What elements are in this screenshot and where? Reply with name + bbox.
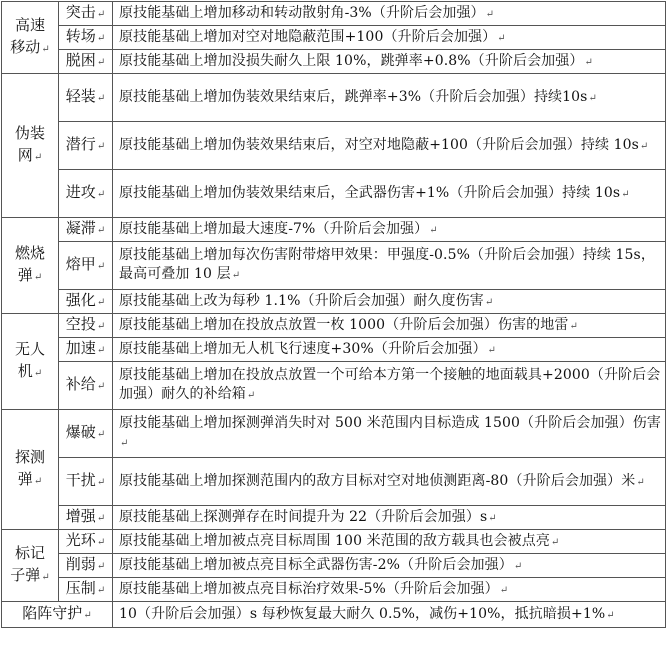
category-label: 网↵ [17, 146, 43, 164]
paragraph-mark: ↵ [499, 584, 509, 596]
paragraph-mark: ↵ [96, 33, 106, 44]
table-row [2, 290, 666, 314]
paragraph-mark: ↵ [96, 585, 106, 596]
paragraph-mark: ↵ [246, 390, 256, 401]
paragraph-mark: ↵ [96, 261, 106, 272]
skill-name: 削弱 [65, 555, 96, 573]
category-cell [2, 530, 59, 602]
table-row [2, 218, 666, 242]
skill-description-cell [113, 74, 666, 122]
table-row [2, 458, 666, 506]
skill-name: 爆破 [65, 423, 96, 441]
skill-description: 原技能基础上改为每秒 1.1%（升阶后会加强）耐久度伤害 [119, 292, 484, 309]
skill-name: 凝滞 [65, 219, 96, 237]
skill-name: 熔甲 [65, 255, 96, 273]
paragraph-mark: ↵ [636, 476, 645, 488]
paragraph-mark: ↵ [96, 513, 106, 524]
paragraph-mark: ↵ [96, 9, 106, 20]
skill-description: 原技能基础上增加无人机飞行速度+30%（升阶后会加强） [119, 340, 487, 357]
paragraph-mark: ↵ [588, 92, 597, 104]
paragraph-mark: ↵ [96, 381, 106, 392]
last-row-description: 10（升阶后会加强）s 每秒恢复最大耐久 0.5%，减伤+10%，抵抗暗损+1% [119, 605, 606, 622]
paragraph-mark: ↵ [41, 572, 50, 583]
skill-name-cell [59, 50, 113, 74]
paragraph-mark: ↵ [96, 189, 106, 200]
skill-description: 原技能基础上增加探测弹消失时对 500 米范围内目标造成 1500（升阶后会加强）伤害 [119, 415, 661, 431]
category-label: 高速 [14, 16, 45, 34]
table-row [2, 26, 666, 50]
skill-description: 原技能基础上增加被点亮目标治疗效果-5%（升阶后会加强） [119, 580, 499, 597]
table-row [2, 530, 666, 554]
table-row [2, 122, 666, 170]
paragraph-mark: ↵ [33, 368, 43, 379]
paragraph-mark: ↵ [83, 610, 92, 621]
paragraph-mark: ↵ [639, 140, 649, 152]
skill-name: 脱困 [65, 51, 96, 69]
skill-name-cell [59, 458, 113, 506]
skill-name-cell [59, 74, 113, 122]
paragraph-mark: ↵ [497, 32, 506, 44]
skill-description-cell [113, 554, 666, 578]
category-label: 子弹↵ [10, 566, 50, 584]
table-row [2, 362, 666, 410]
skill-description-cell [113, 290, 666, 314]
paragraph-mark: ↵ [96, 429, 106, 440]
skill-description: 原技能基础上增加伪装效果结束后，全武器伤害+1%（升阶后会加强）持续 10s [119, 184, 621, 201]
category-label: 标记 [14, 544, 45, 562]
paragraph-mark: ↵ [606, 609, 615, 621]
skill-description-cell [113, 410, 666, 458]
skill-name-cell [59, 314, 113, 338]
skill-description-cell [113, 122, 666, 170]
skill-name-cell [59, 362, 113, 410]
skill-table [1, 1, 666, 628]
paragraph-mark: ↵ [488, 512, 497, 524]
skill-description-cell [113, 26, 666, 50]
skill-name-cell [59, 290, 113, 314]
paragraph-mark: ↵ [485, 8, 495, 20]
skill-description-cell [113, 362, 666, 410]
skill-description: 原技能基础上增加在投放点放置一枚 1000（升阶后会加强）伤害的地雷 [119, 316, 569, 333]
paragraph-mark: ↵ [33, 272, 43, 283]
paragraph-mark: ↵ [96, 345, 106, 356]
skill-description-cell [113, 458, 666, 506]
table-row [2, 314, 666, 338]
paragraph-mark: ↵ [584, 56, 593, 68]
skill-name-cell [59, 410, 113, 458]
skill-name: 空投 [65, 315, 96, 333]
skill-name: 进攻 [65, 183, 96, 201]
paragraph-mark: ↵ [429, 224, 438, 236]
skill-name-cell [59, 530, 113, 554]
skill-name: 干扰 [65, 471, 96, 489]
paragraph-mark: ↵ [621, 188, 630, 200]
skill-description: 原技能基础上增加最大速度-7%（升阶后会加强） [119, 220, 429, 237]
skill-name: 补给 [65, 375, 96, 393]
paragraph-mark: ↵ [569, 320, 578, 332]
skill-name: 加速 [65, 339, 96, 357]
table-row [2, 2, 666, 26]
skill-description-cell [113, 338, 666, 362]
paragraph-mark: ↵ [96, 57, 106, 68]
skill-description-cell [113, 578, 666, 602]
skill-name-cell [59, 242, 113, 290]
category-label: 无人 [14, 340, 45, 358]
table-row [2, 170, 666, 218]
skill-description: 原技能基础上探测弹存在时间提升为 22（升阶后会加强）s [119, 508, 488, 525]
skill-description: 原技能基础上增加没损失耐久上限 10%，跳弹率+0.8%（升阶后会加强） [119, 52, 584, 69]
category-label: 移动↵ [10, 38, 50, 56]
skill-name: 光环 [65, 531, 96, 549]
skill-name: 增强 [65, 507, 96, 525]
table-row [2, 338, 666, 362]
skill-name-cell [59, 218, 113, 242]
skill-description-cell [113, 506, 666, 530]
skill-name: 强化 [65, 291, 96, 309]
paragraph-mark: ↵ [33, 152, 43, 163]
skill-name-cell [59, 122, 113, 170]
skill-description: 原技能基础上增加每次伤害附带熔甲效果：甲强度-0.5%（升阶后会加强）持续 15s，最高可叠加 10 层 [119, 247, 655, 282]
category-cell [2, 74, 59, 218]
skill-description-cell [113, 314, 666, 338]
skill-name-cell [59, 578, 113, 602]
skill-description: 原技能基础上增加伪装效果结束后，跳弹率+3%（升阶后会加强）持续10s [119, 88, 588, 105]
skill-description-cell [113, 170, 666, 218]
category-label: 燃烧 [14, 244, 45, 262]
skill-name-cell [59, 2, 113, 26]
last-row-label-cell [2, 602, 113, 628]
skill-name-cell [59, 26, 113, 50]
skill-description-cell [113, 2, 666, 26]
category-label: 伪装 [14, 124, 45, 142]
skill-name: 突击 [65, 3, 96, 21]
table-row [2, 578, 666, 602]
table-row [2, 554, 666, 578]
category-cell [2, 218, 59, 314]
skill-description: 原技能基础上增加探测范围内的敌方目标对空对地侦测距离-80（升阶后会加强）米 [119, 472, 636, 489]
paragraph-mark: ↵ [484, 296, 494, 308]
skill-description: 原技能基础上增加被点亮目标周围 100 米范围的敌方载具也会被点亮 [119, 532, 550, 549]
last-row-label: 陷阵守护 [22, 604, 83, 622]
skill-description-cell [113, 218, 666, 242]
paragraph-mark: ↵ [513, 560, 523, 572]
paragraph-mark: ↵ [96, 477, 106, 488]
skill-description: 原技能基础上增加移动和转动散射角-3%（升阶后会加强） [119, 4, 485, 21]
table-row [2, 410, 666, 458]
paragraph-mark: ↵ [96, 225, 106, 236]
table-row [2, 74, 666, 122]
paragraph-mark: ↵ [120, 438, 129, 449]
skill-name-cell [59, 170, 113, 218]
table-row [2, 242, 666, 290]
paragraph-mark: ↵ [96, 297, 106, 308]
skill-name-cell [59, 554, 113, 578]
table-row [2, 602, 666, 628]
category-cell [2, 410, 59, 530]
category-label: 弹↵ [17, 266, 43, 284]
paragraph-mark: ↵ [96, 141, 106, 152]
paragraph-mark: ↵ [41, 44, 50, 55]
paragraph-mark: ↵ [96, 561, 106, 572]
skill-description-cell [113, 242, 666, 290]
category-label: 弹↵ [17, 470, 43, 488]
skill-description: 原技能基础上增加在投放点放置一个可给本方第一个接触的地面载具+2000（升阶后会加强）耐久的补给箱 [119, 367, 661, 402]
category-label: 机↵ [17, 362, 43, 380]
table-row [2, 506, 666, 530]
skill-name: 轻装 [65, 87, 96, 105]
skill-name: 压制 [65, 579, 96, 597]
skill-name: 转场 [65, 27, 96, 45]
paragraph-mark: ↵ [33, 476, 43, 487]
skill-name: 潜行 [65, 135, 96, 153]
skill-description-cell [113, 530, 666, 554]
last-row-description-cell [113, 602, 666, 628]
category-cell [2, 2, 59, 74]
skill-name-cell [59, 506, 113, 530]
paragraph-mark: ↵ [550, 536, 560, 548]
table-row [2, 50, 666, 74]
paragraph-mark: ↵ [231, 270, 241, 281]
category-cell [2, 314, 59, 410]
skill-description: 原技能基础上增加伪装效果结束后，对空对地隐蔽+100（升阶后会加强）持续 10s [119, 136, 639, 153]
category-label: 探测 [14, 448, 45, 466]
paragraph-mark: ↵ [487, 344, 497, 356]
skill-name-cell [59, 338, 113, 362]
paragraph-mark: ↵ [96, 537, 106, 548]
paragraph-mark: ↵ [96, 93, 106, 104]
paragraph-mark: ↵ [96, 321, 106, 332]
skill-description: 原技能基础上增加被点亮目标全武器伤害-2%（升阶后会加强） [119, 556, 513, 573]
skill-description: 原技能基础上增加对空对地隐蔽范围+100（升阶后会加强） [119, 28, 497, 45]
skill-description-cell [113, 50, 666, 74]
